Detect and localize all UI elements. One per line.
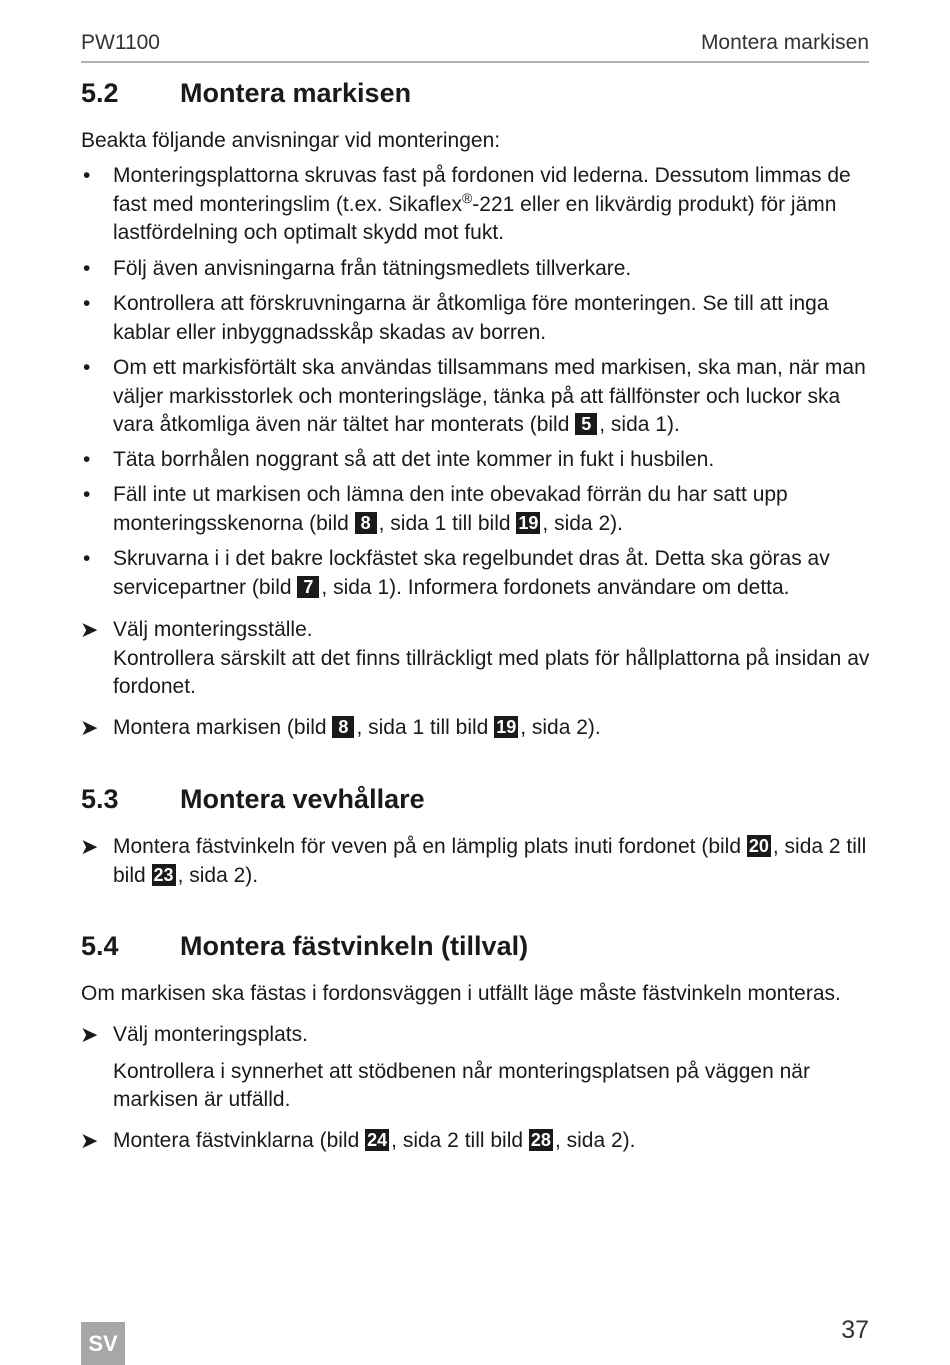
page-number: 37 bbox=[841, 1316, 869, 1344]
figure-badge: 23 bbox=[153, 864, 174, 885]
section-number: 5.3 bbox=[81, 784, 119, 814]
list-item-text: Täta borrhålen noggrant så att det inte kommer in fukt i husbilen. bbox=[113, 448, 715, 471]
bullet-icon: • bbox=[83, 448, 91, 471]
running-header bbox=[81, 28, 869, 63]
arrow-icon: ➤ bbox=[80, 1022, 99, 1047]
instruction-text: Välj monteringsplats. Kontrollera i synnerhet att stödbenen når monteringsplatsen på väggen när markisen är utfälld. bbox=[113, 1023, 810, 1111]
header-model: PW1100 bbox=[81, 31, 160, 54]
language-tab: SV bbox=[81, 1322, 125, 1365]
section-title: Montera markisen bbox=[180, 78, 412, 108]
list-item-text: Fäll inte ut markisen och lämna den inte obevakad förrän du har satt upp monteringsskenorna (bild 8 , sida 1 till bild 19 , sida 2). bbox=[113, 483, 788, 535]
arrow-icon: ➤ bbox=[80, 715, 99, 740]
instruction-text: Montera fästvinkeln för veven på en lämplig plats inuti fordonet (bild 20 , sida 2 till bild 23 , sida 2). bbox=[113, 835, 867, 887]
instruction-text: Montera fästvinklarna (bild 24 , sida 2 till bild 28 , sida 2). bbox=[113, 1129, 636, 1152]
figure-badge: 8 bbox=[355, 512, 377, 534]
list-item-text: Om ett markisförtält ska användas tillsammans med markisen, ska man, när man väljer markisstorlek och monteringsläge, tänka på att fällfönster och luckor ska vara åtkomliga även när tältet har monterats (bild 5 , sida 1). bbox=[113, 356, 866, 436]
section-title: Montera vevhållare bbox=[180, 784, 425, 814]
intro-paragraph: Beakta följande anvisningar vid monteringen: bbox=[81, 129, 501, 152]
bullet-icon: • bbox=[83, 164, 91, 187]
figure-badge: 20 bbox=[748, 836, 769, 856]
figure-badge: 24 bbox=[367, 1130, 388, 1150]
list-item-text: Skruvarna i i det bakre lockfästet ska regelbundet dras åt. Detta ska göras av servicepartner (bild 7 , sida 1). Informera fordonets användare om detta. bbox=[113, 547, 830, 599]
figure-badge: 5 bbox=[575, 413, 597, 435]
figure-badge: 7 bbox=[297, 576, 319, 598]
bullet-icon: • bbox=[83, 483, 91, 506]
figure-badge: 28 bbox=[530, 1130, 551, 1150]
section-number: 5.4 bbox=[81, 931, 119, 961]
bullet-icon: • bbox=[83, 292, 91, 315]
bullet-icon: • bbox=[83, 547, 91, 570]
figure-badge: 19 bbox=[496, 717, 517, 737]
arrow-icon: ➤ bbox=[80, 834, 99, 859]
list-item-text: Monteringsplattorna skruvas fast på fordonen vid lederna. Dessutom limmas de fast med monteringslim (t.ex. Sikaflex®-221 eller en likvärdig produkt) för jämn lastfördelning och optimalt skydd mot fukt. bbox=[113, 164, 851, 244]
intro-paragraph: Om markisen ska fästas i fordonsväggen i utfällt läge måste fästvinkeln monteras. bbox=[81, 982, 841, 1005]
bullet-icon: • bbox=[83, 257, 91, 280]
figure-badge: 19 bbox=[518, 512, 539, 533]
arrow-icon: ➤ bbox=[80, 617, 99, 642]
bullet-icon: • bbox=[83, 356, 91, 379]
instruction-text: Montera markisen (bild 8 , sida 1 till bild 19 , sida 2). bbox=[113, 716, 601, 739]
instruction-text: Välj monteringsställe. Kontrollera särskilt att det finns tillräckligt med plats för hållplattorna på insidan av fordonet. bbox=[113, 618, 870, 698]
figure-badge: 8 bbox=[332, 716, 354, 738]
list-item-text: Följ även anvisningarna från tätningsmedlets tillverkare. bbox=[113, 257, 632, 280]
arrow-icon: ➤ bbox=[80, 1128, 99, 1153]
section-title: Montera fästvinkeln (tillval) bbox=[180, 931, 529, 961]
header-section: Montera markisen bbox=[700, 31, 869, 54]
list-item-text: Kontrollera att förskruvningarna är åtkomliga före monteringen. Se till att inga kablar eller inbyggnadsskåp skadas av borren. bbox=[113, 292, 829, 344]
section-number: 5.2 bbox=[81, 78, 119, 108]
